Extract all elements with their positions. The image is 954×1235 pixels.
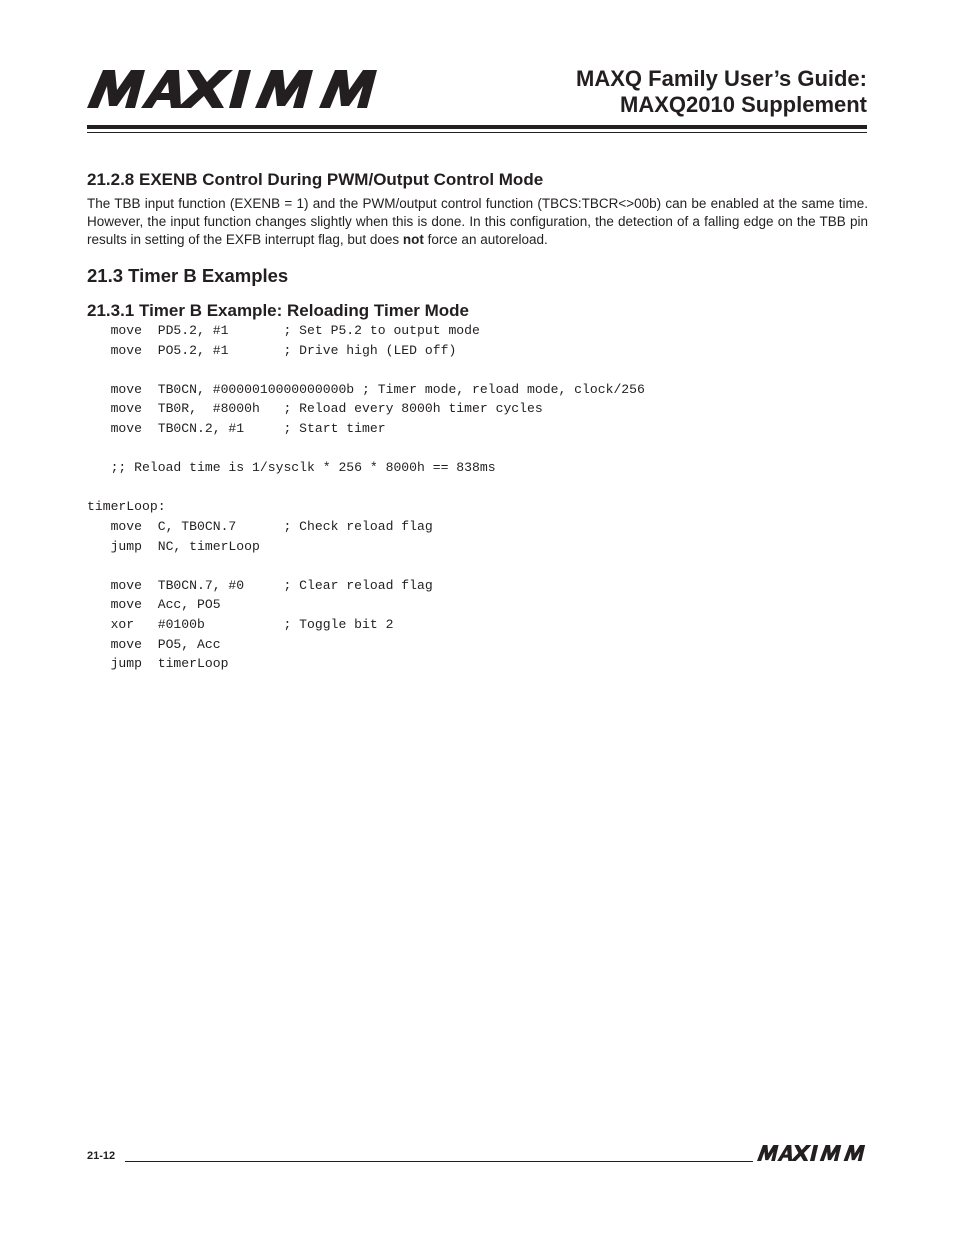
- code-line: move TB0CN.2, #1 ; Start timer: [87, 420, 386, 436]
- paragraph-text-2: force an autoreload.: [423, 232, 548, 247]
- code-line: ;; Reload time is 1/sysclk * 256 * 8000h == 838ms: [87, 460, 496, 476]
- code-line: jump NC, timerLoop: [87, 538, 260, 554]
- page-number: 21-12: [87, 1150, 116, 1162]
- header-rule-thin: [87, 132, 867, 133]
- code-line: xor #0100b ; Toggle bit 2: [87, 616, 394, 632]
- section-heading-2128: 21.2.8 EXENB Control During PWM/Output Control Mode: [87, 170, 544, 189]
- title-line-1: MAXQ Family User’s Guide:: [576, 66, 867, 91]
- paragraph-bold-text: not: [402, 232, 424, 247]
- code-line: move PD5.2, #1 ; Set P5.2 to output mode: [87, 323, 480, 338]
- footer-rule: [125, 1161, 753, 1162]
- section-heading-213: 21.3 Timer B Examples: [87, 265, 289, 286]
- code-line: jump timerLoop: [87, 656, 229, 672]
- code-line: move TB0R, #8000h ; Reload every 8000h timer cycles: [87, 401, 543, 417]
- maxim-logo-footer: [757, 1145, 867, 1161]
- code-line: move C, TB0CN.7 ; Check reload flag: [87, 518, 433, 534]
- code-line: move PO5.2, #1 ; Drive high (LED off): [87, 342, 457, 358]
- maxim-logo: [87, 70, 382, 108]
- code-line: [87, 439, 645, 459]
- section-heading-2131: 21.3.1 Timer B Example: Reloading Timer Mode: [87, 301, 469, 320]
- code-line: [87, 360, 645, 380]
- code-line: [87, 478, 645, 498]
- document-title: [576, 66, 867, 118]
- code-line: move TB0CN, #0000010000000000b ; Timer mode, reload mode, clock/256: [87, 381, 645, 397]
- code-line: move PO5, Acc: [87, 636, 221, 652]
- code-line: move Acc, PO5: [87, 597, 221, 613]
- title-line-2: MAXQ2010 Supplement: [620, 92, 867, 117]
- code-line: timerLoop:: [87, 499, 166, 515]
- code-line: [87, 556, 645, 576]
- header-rule: [87, 125, 867, 129]
- paragraph-text-1: The TBB input function (EXENB = 1) and the PWM/output control function (TBCS:TBCR<>00b) can be enabled at the same time. However, the input function changes slightly when this is done. In this configuration, the detection of a falling edge on the TBB pin results in setting of the EXFB interrupt flag, but does: [87, 196, 868, 247]
- section-paragraph: [87, 195, 868, 249]
- code-listing: [87, 321, 645, 674]
- code-line: move TB0CN.7, #0 ; Clear reload flag: [87, 577, 433, 593]
